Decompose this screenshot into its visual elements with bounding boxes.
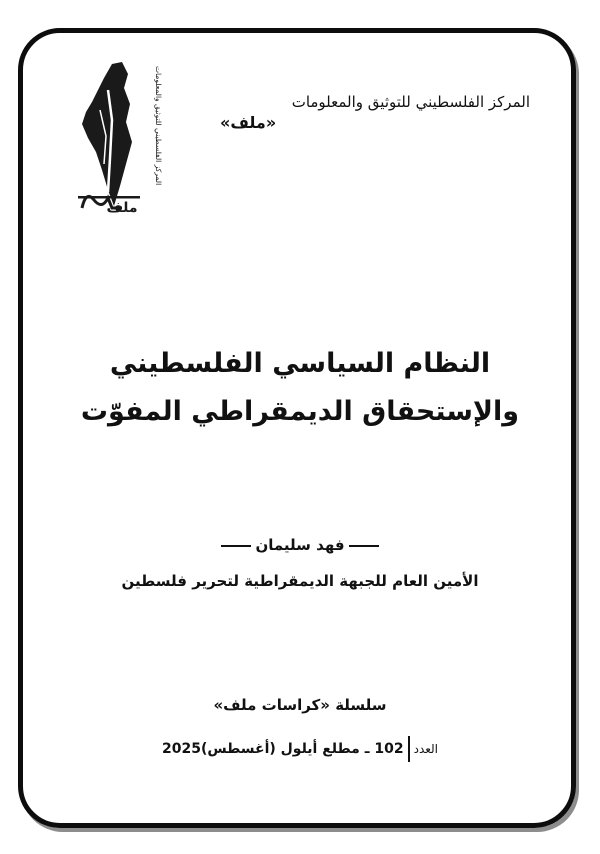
issue-label: العدد xyxy=(413,742,439,756)
author-name: فهد سليمان xyxy=(255,536,345,554)
palestine-map-logo-icon xyxy=(72,60,172,220)
author-dash-right xyxy=(349,545,379,547)
author-line xyxy=(0,536,600,554)
svg-text:المركز الفلسطيني للتوثيق والمع: المركز الفلسطيني للتوثيق والمعلومات xyxy=(154,66,163,186)
author-dash-left xyxy=(221,545,251,547)
organization-name: المركز الفلسطيني للتوثيق والمعلومات xyxy=(291,93,530,111)
title-line-2: والإستحقاق الديمقراطي المفوّت xyxy=(80,396,520,427)
issue-text: 102 ـ مطلع أيلول (أغسطس)2025 xyxy=(161,741,404,757)
svg-text:ملف: ملف xyxy=(106,200,138,216)
organization-header xyxy=(200,92,530,134)
organization-short-name: «ملف» xyxy=(220,113,277,132)
title-line-1: النظام السياسي الفلسطيني xyxy=(109,348,491,379)
series-label: سلسلة «كراسات ملف» xyxy=(213,696,387,714)
issue-separator xyxy=(408,736,410,762)
document-title xyxy=(0,340,600,436)
author-position: الأمين العام للجبهة الديمقراطية لتحرير فلسطين xyxy=(121,572,479,590)
issue-line xyxy=(0,736,600,762)
